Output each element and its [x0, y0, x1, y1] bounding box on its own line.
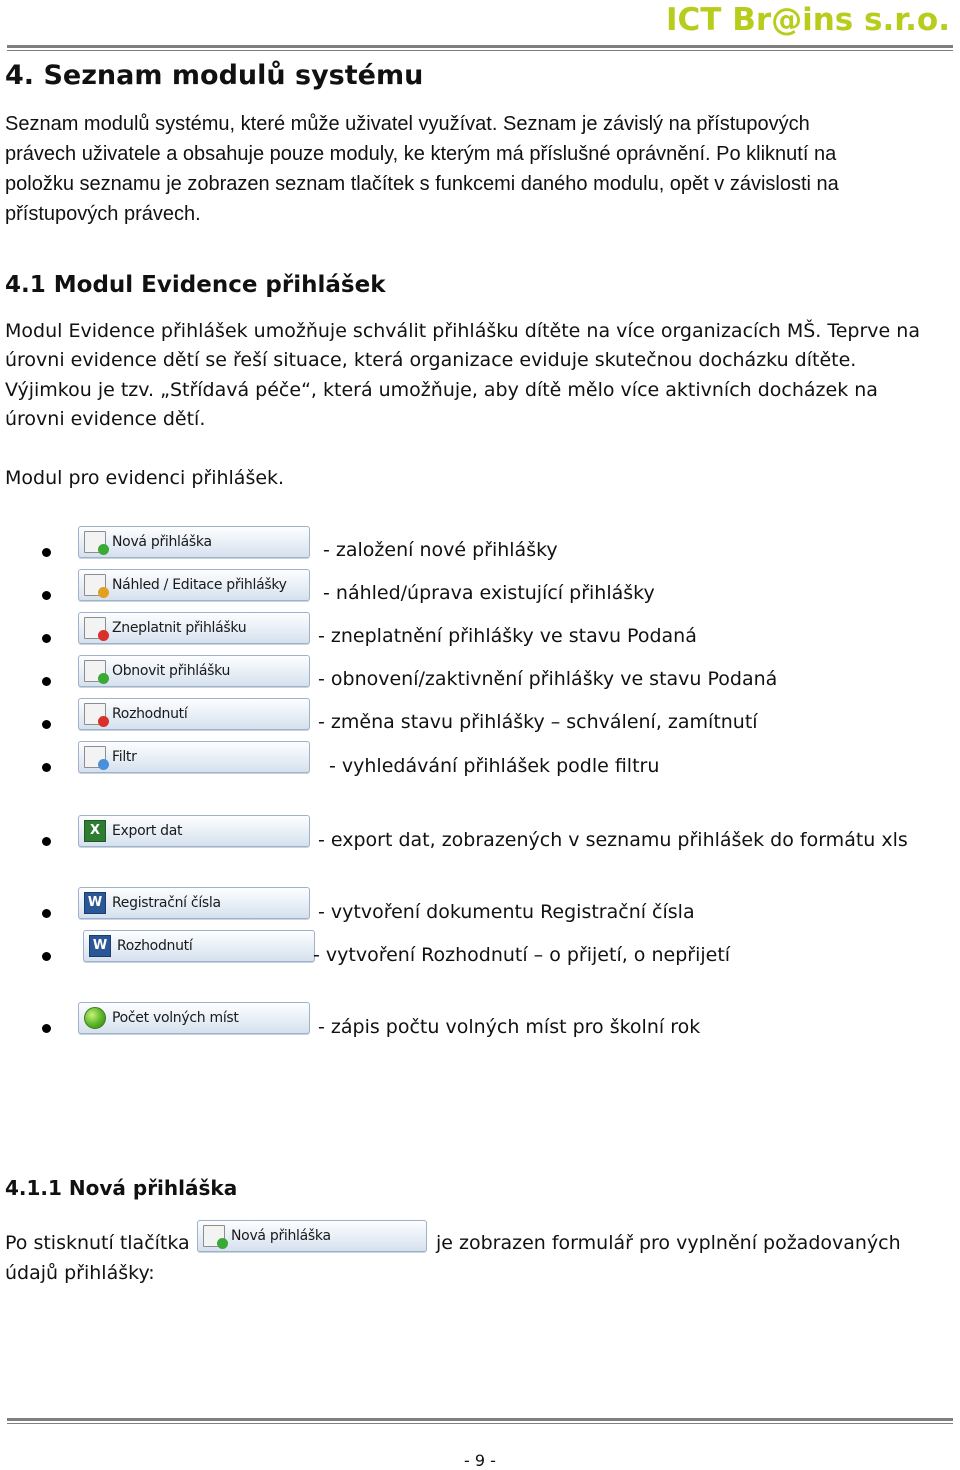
button-label: Obnovit přihlášku	[112, 663, 231, 679]
section-4-1-1-text-after: je zobrazen formulář pro vyplnění požadovaných	[436, 1232, 901, 1254]
list-item	[0, 612, 960, 652]
button-label: Nová přihláška	[231, 1228, 331, 1244]
bullet	[42, 634, 51, 643]
list-item	[0, 698, 960, 738]
section-4-1-1-text-line-2: údajů přihlášky:	[5, 1262, 155, 1284]
section-4-1-1-text-before: Po stisknutí tlačítka	[5, 1232, 190, 1254]
list-item	[0, 887, 960, 927]
edit-application-icon	[84, 574, 106, 596]
section-4-1-line-4: úrovni evidence dětí.	[5, 408, 206, 430]
bullet	[42, 720, 51, 729]
button-label: Filtr	[112, 749, 137, 765]
button-description: - změna stavu přihlášky – schválení, zamítnutí	[318, 711, 758, 733]
bullet	[42, 591, 51, 600]
section-4-line-1: Seznam modulů systému, které může uživatel využívat. Seznam je závislý na přístupových	[5, 113, 810, 135]
list-item	[0, 655, 960, 695]
free-places-button[interactable]	[78, 1002, 310, 1034]
list-item	[0, 569, 960, 609]
bullet	[42, 763, 51, 772]
bullet	[42, 548, 51, 557]
word-icon: W	[84, 892, 106, 914]
page-number: - 9 -	[464, 1451, 496, 1470]
list-item	[0, 526, 960, 566]
bullet	[42, 909, 51, 918]
filter-icon	[84, 746, 106, 768]
invalidate-application-icon	[84, 617, 106, 639]
section-4-1-line-1: Modul Evidence přihlášek umožňuje schválit přihlášku dítěte na více organizacích MŠ. Teprve na	[5, 320, 920, 342]
button-description: - vyhledávání přihlášek podle filtru	[329, 755, 660, 777]
button-label: Registrační čísla	[112, 895, 221, 911]
section-4-line-4: přístupových právech.	[5, 203, 201, 225]
section-4-1-intro: Modul pro evidenci přihlášek.	[5, 467, 285, 489]
decision-icon	[84, 703, 106, 725]
button-label: Nová přihláška	[112, 534, 212, 550]
excel-icon: X	[84, 820, 106, 842]
footer-rule	[7, 1418, 953, 1424]
new-application-inline-button[interactable]	[197, 1220, 427, 1252]
new-application-icon	[84, 531, 106, 553]
button-description: - založení nové přihlášky	[323, 539, 558, 561]
section-4-1-title: 4.1 Modul Evidence přihlášek	[5, 272, 386, 298]
button-label: Zneplatnit přihlášku	[112, 620, 247, 636]
list-item	[0, 1002, 960, 1042]
button-label: Náhled / Editace přihlášky	[112, 577, 287, 593]
button-description: - vytvoření dokumentu Registrační čísla	[318, 901, 695, 923]
word-icon: W	[89, 935, 111, 957]
new-application-icon	[203, 1225, 225, 1247]
button-label: Rozhodnutí	[117, 938, 193, 954]
list-item	[0, 741, 960, 781]
section-4-1-line-2: úrovni evidence dětí se řeší situace, která organizace eviduje skutečnou docházku dítěte.	[5, 349, 857, 371]
company-logo: ICT Br@ins s.r.o.	[665, 2, 950, 38]
section-4-1-1-title: 4.1.1 Nová přihláška	[5, 1176, 238, 1200]
new-application-button[interactable]	[78, 526, 310, 558]
button-description: - vytvoření Rozhodnutí – o přijetí, o nepřijetí	[313, 944, 731, 966]
section-4-1-line-3: Výjimkou je tzv. „Střídavá péče“, která umožňuje, aby dítě mělo více aktivních docházek na	[5, 379, 878, 401]
list-item	[0, 930, 960, 970]
filter-button[interactable]	[78, 741, 310, 773]
bullet	[42, 837, 51, 846]
bullet	[42, 1024, 51, 1033]
decision-button[interactable]	[78, 698, 310, 730]
invalidate-application-button[interactable]	[78, 612, 310, 644]
list-item	[0, 815, 960, 855]
decision-document-button[interactable]	[83, 930, 315, 962]
button-description: - zneplatnění přihlášky ve stavu Podaná	[318, 625, 697, 647]
restore-application-button[interactable]	[78, 655, 310, 687]
bullet	[42, 677, 51, 686]
button-description: - náhled/úprava existující přihlášky	[323, 582, 655, 604]
edit-application-button[interactable]	[78, 569, 310, 601]
registration-numbers-button[interactable]	[78, 887, 310, 919]
button-description: - obnovení/zaktivnění přihlášky ve stavu Podaná	[318, 668, 778, 690]
button-label: Rozhodnutí	[112, 706, 188, 722]
button-description: - zápis počtu volných míst pro školní rok	[318, 1016, 701, 1038]
export-data-button[interactable]	[78, 815, 310, 847]
section-4-title: 4. Seznam modulů systému	[5, 60, 424, 91]
button-description: - export dat, zobrazených v seznamu přihlášek do formátu xls	[318, 829, 908, 851]
header-rule	[7, 45, 953, 51]
section-4-line-2: právech uživatele a obsahuje pouze moduly, ke kterým má příslušné oprávnění. Po kliknutí na	[5, 143, 837, 165]
button-label: Počet volných míst	[112, 1010, 239, 1026]
bullet	[42, 952, 51, 961]
restore-application-icon	[84, 660, 106, 682]
green-ball-icon	[84, 1007, 106, 1029]
section-4-line-3: položku seznamu je zobrazen seznam tlačítek s funkcemi daného modulu, opět v závislosti na	[5, 173, 839, 195]
button-label: Export dat	[112, 823, 183, 839]
